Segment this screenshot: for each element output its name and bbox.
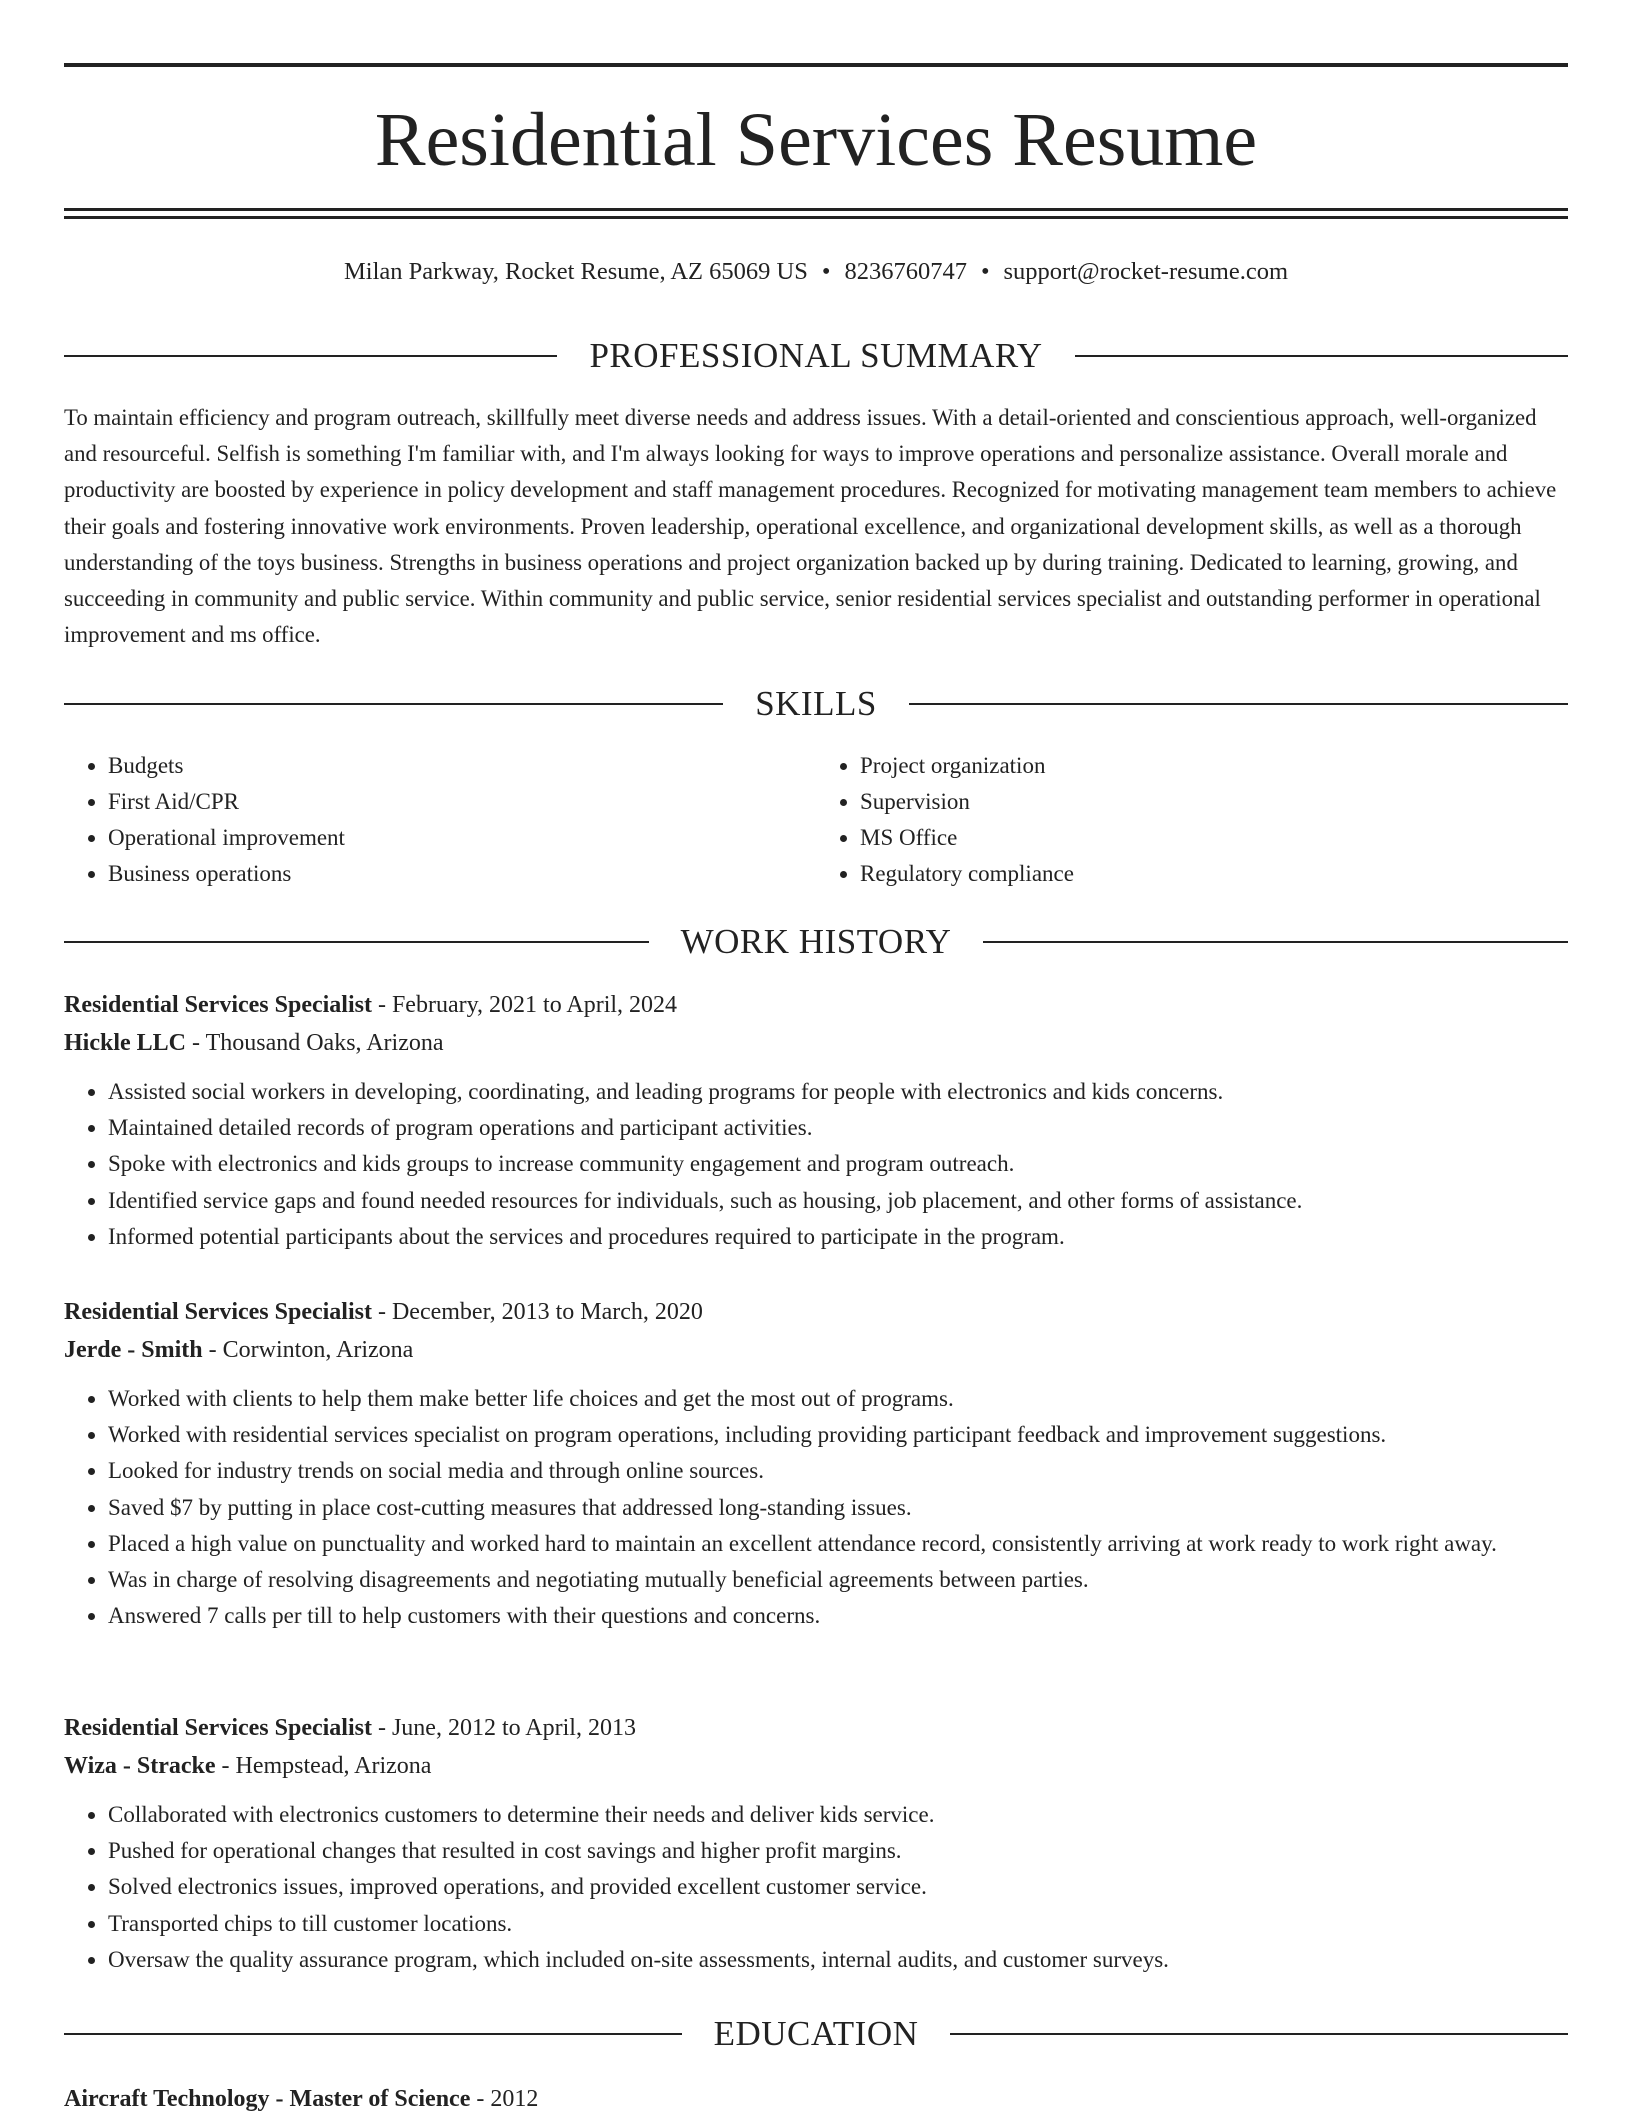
contact-address: Milan Parkway, Rocket Resume, AZ 65069 US (343, 258, 808, 285)
contact-separator: • (980, 258, 990, 285)
divider-line (64, 941, 649, 943)
job-bullet: • Answered 7 calls per till to help customers with their questions and concerns. (108, 1598, 1568, 1634)
job-dates: - February, 2021 to April, 2024 (371, 992, 678, 1018)
skill-item: • First Aid/CPR (108, 784, 816, 820)
skill-item: • MS Office (860, 820, 1568, 856)
title-rule-lower (64, 216, 1568, 219)
job-entry (64, 1293, 1568, 1634)
skill-item: • Supervision (860, 784, 1568, 820)
divider-line (64, 2033, 682, 2035)
contact-separator: • (821, 258, 831, 285)
divider-line (983, 941, 1568, 943)
divider-line (950, 2033, 1568, 2035)
job-bullet: • Solved electronics issues, improved operations, and provided excellent customer service. (108, 1869, 1568, 1905)
job-company: Jerde - Smith (64, 1337, 203, 1363)
job-title: Residential Services Specialist (64, 992, 372, 1018)
job-bullet: • Transported chips to till customer locations. (108, 1906, 1568, 1942)
job-company-line (64, 1747, 1568, 1785)
education-year: - 2012 (470, 2086, 539, 2112)
job-location: - Thousand Oaks, Arizona (186, 1030, 444, 1056)
section-title: PROFESSIONAL SUMMARY (589, 336, 1043, 375)
job-title-line (64, 1293, 1568, 1331)
section-header-summary (64, 334, 1568, 378)
section-title: WORK HISTORY (680, 922, 952, 961)
section-title: SKILLS (755, 684, 877, 723)
job-bullet: • Spoke with electronics and kids groups to increase community engagement and program outreach. (108, 1146, 1568, 1182)
skills-list (64, 748, 1568, 892)
education-entry (64, 2080, 538, 2118)
divider-line (64, 703, 723, 705)
job-title: Residential Services Specialist (64, 1299, 372, 1325)
job-bullet: • Oversaw the quality assurance program, which included on-site assessments, internal audits, and customer surveys. (108, 1942, 1568, 1978)
section-header-skills (64, 682, 1568, 726)
job-bullet: • Informed potential participants about the services and procedures required to participate in the program. (108, 1219, 1568, 1255)
job-location: - Hempstead, Arizona (215, 1753, 432, 1779)
skill-item: • Operational improvement (108, 820, 816, 856)
job-bullet: • Pushed for operational changes that resulted in cost savings and higher profit margins. (108, 1833, 1568, 1869)
job-bullet: • Was in charge of resolving disagreements and negotiating mutually beneficial agreements between parties. (108, 1562, 1568, 1598)
job-bullets (64, 1797, 1568, 1978)
job-company: Hickle LLC (64, 1030, 187, 1056)
section-header-work-history (64, 920, 1568, 964)
job-bullet: • Identified service gaps and found needed resources for individuals, such as housing, job placement, and other forms of assistance. (108, 1183, 1568, 1219)
divider-line (909, 703, 1568, 705)
skill-item: • Budgets (108, 748, 816, 784)
job-title-line (64, 986, 1568, 1024)
summary-text: To maintain efficiency and program outreach, skillfully meet diverse needs and address issues. With a detail-oriented and conscientious approach, well-organized and resourceful. Selfish is something I'm familiar with, and I'm always looking for ways to improve operations and personalize assistance. Overall morale and productivity are boosted by experience in policy development and staff management procedures. Recognized for motivating management team members to achieve their goals and fostering innovative work environments. Proven leadership, operational excellence, and organizational development skills, as well as a thorough understanding of the toys business. Strengths in business operations and project organization backed up by during training. Dedicated to learning, growing, and succeeding in community and public service. Within community and public service, senior residential services specialist and outstanding performer in operational improvement and ms office. (64, 405, 1557, 648)
job-bullet: • Collaborated with electronics customers to determine their needs and deliver kids service. (108, 1797, 1568, 1833)
job-bullet: • Worked with clients to help them make better life choices and get the most out of programs. (108, 1381, 1568, 1417)
job-bullet: • Worked with residential services specialist on program operations, including providing participant feedback and improvement suggestions. (108, 1417, 1568, 1453)
job-dates: - December, 2013 to March, 2020 (371, 1299, 703, 1325)
job-company-line (64, 1024, 1568, 1062)
job-bullet: • Placed a high value on punctuality and worked hard to maintain an excellent attendance record, consistently arriving at work ready to work right away. (108, 1526, 1568, 1562)
contact-line (64, 254, 1568, 290)
resume-title: Residential Services Resume (374, 98, 1258, 182)
divider-line (1075, 355, 1568, 357)
job-bullet: • Assisted social workers in developing, coordinating, and leading programs for people with electronics and kids concerns. (108, 1074, 1568, 1110)
job-title-line (64, 1709, 1568, 1747)
job-location: - Corwinton, Arizona (202, 1337, 414, 1363)
job-bullets (64, 1074, 1568, 1255)
section-title: EDUCATION (713, 2014, 919, 2053)
job-bullet: • Maintained detailed records of program operations and participant activities. (108, 1110, 1568, 1146)
skills-column-left (64, 748, 816, 892)
skill-item: • Regulatory compliance (860, 856, 1568, 892)
skill-item: • Business operations (108, 856, 816, 892)
top-rule (64, 63, 1568, 67)
title-rule-upper (64, 208, 1568, 211)
job-bullet: • Saved $7 by putting in place cost-cutting measures that addressed long-standing issues. (108, 1490, 1568, 1526)
job-bullet: • Looked for industry trends on social media and through online sources. (108, 1453, 1568, 1489)
job-entry (64, 1709, 1568, 1978)
job-company: Wiza - Stracke (64, 1753, 216, 1779)
job-dates: - June, 2012 to April, 2013 (371, 1715, 636, 1741)
job-title: Residential Services Specialist (64, 1715, 372, 1741)
contact-email: support@rocket-resume.com (1003, 258, 1289, 285)
skills-column-right (816, 748, 1568, 892)
divider-line (64, 355, 557, 357)
contact-phone: 8236760747 (844, 258, 967, 285)
section-header-education (64, 2012, 1568, 2056)
education-degree: Aircraft Technology - Master of Science (64, 2086, 471, 2112)
job-entry (64, 986, 1568, 1255)
job-company-line (64, 1331, 1568, 1369)
job-bullets (64, 1381, 1568, 1634)
skill-item: • Project organization (860, 748, 1568, 784)
